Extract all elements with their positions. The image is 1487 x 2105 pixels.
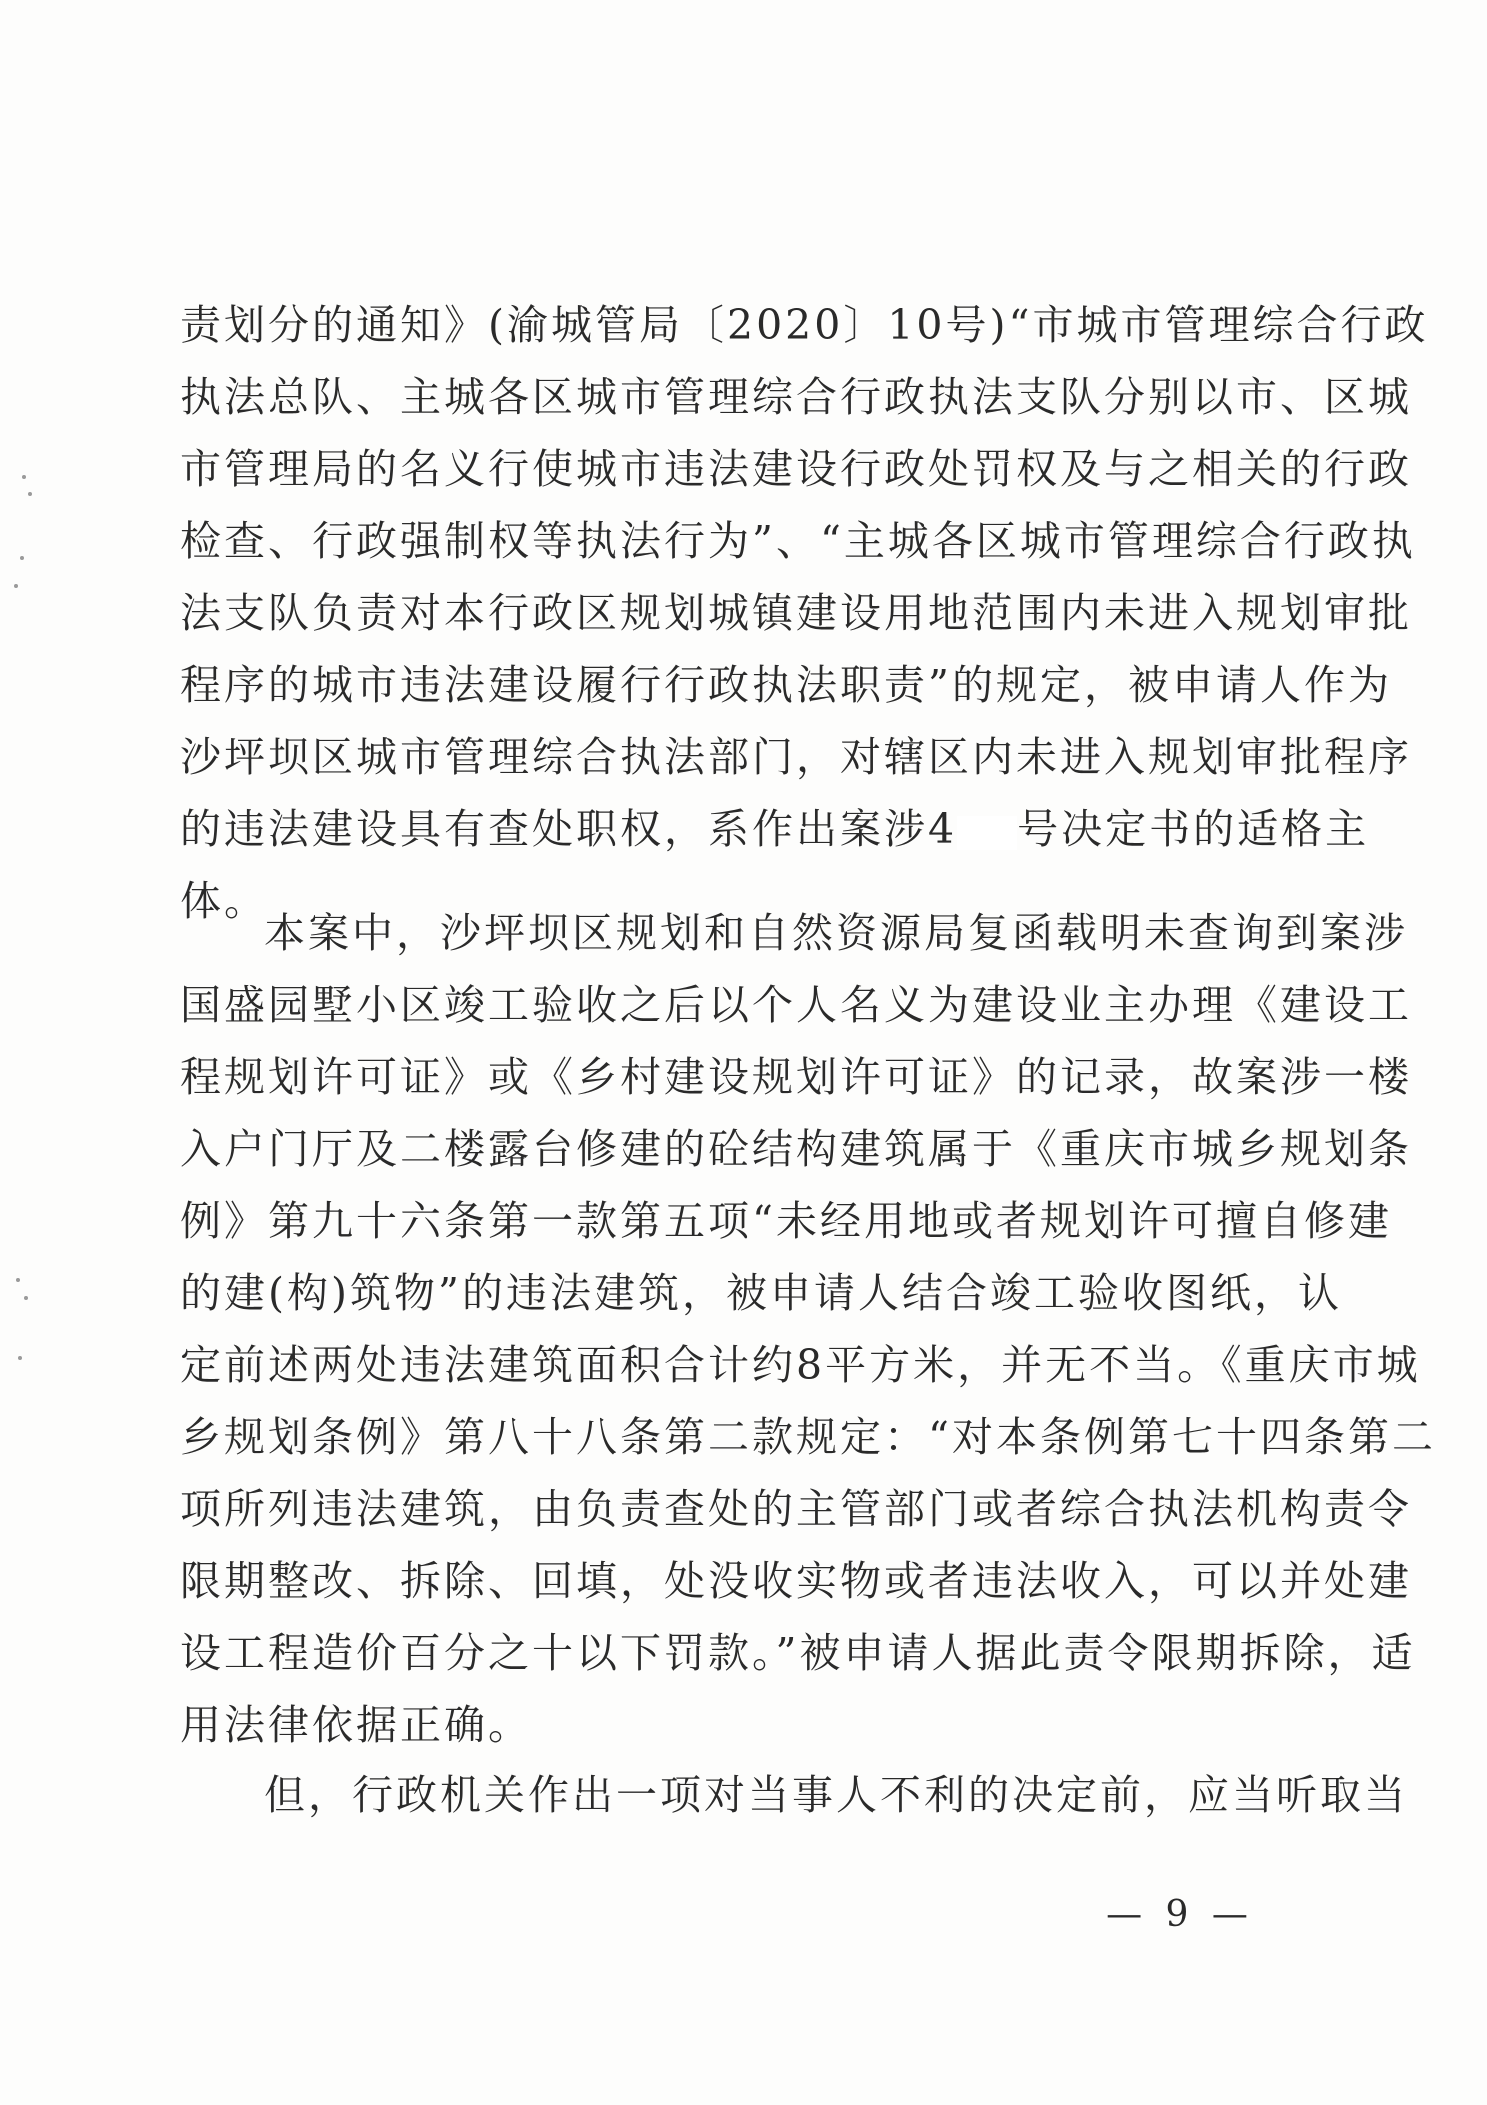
text-line: 市管理局的名义行使城市违法建设行政处罚权及与之相关的行政 — [180, 445, 1412, 493]
page-number: — 9 — — [1106, 1894, 1254, 1935]
text-line: 但，行政机关作出一项对当事人不利的决定前，应当听取当 — [264, 1771, 1408, 1819]
scan-speck — [14, 584, 18, 588]
text-line: 执法总队、主城各区城市管理综合行政执法支队分别以市、区城 — [180, 373, 1412, 421]
text-line: 入户门厅及二楼露台修建的砼结构建筑属于《重庆市城乡规划条 — [180, 1125, 1412, 1173]
text-line: 责划分的通知》(渝城管局〔2020〕10号)“市城市管理综合行政 — [180, 301, 1429, 349]
text-line: 例》第九十六条第一款第五项“未经用地或者规划许可擅自修建 — [180, 1197, 1392, 1245]
scan-speck — [16, 1278, 20, 1282]
text-line: 设工程造价百分之十以下罚款。”被申请人据此责令限期拆除，适 — [180, 1629, 1416, 1677]
text-line: 定前述两处违法建筑面积合计约8平方米，并无不当。《重庆市城 — [180, 1341, 1421, 1389]
scan-speck — [18, 1356, 22, 1360]
text-segment: 的违法建设具有查处职权，系作出案涉4 — [180, 805, 958, 853]
text-line: 程规划许可证》或《乡村建设规划许可证》的记录，故案涉一楼 — [180, 1053, 1412, 1101]
text-line: 限期整改、拆除、回填，处没收实物或者违法收入，可以并处建 — [180, 1557, 1412, 1605]
text-line: 国盛园墅小区竣工验收之后以个人名义为建设业主办理《建设工 — [180, 981, 1412, 1029]
text-line: 的建(构)筑物”的违法建筑，被申请人结合竣工验收图纸，认 — [180, 1269, 1342, 1317]
text-line: 用法律依据正确。 — [180, 1701, 532, 1749]
scan-speck — [28, 492, 32, 496]
redaction-mark — [957, 816, 1017, 850]
text-line: 乡规划条例》第八十八条第二款规定：“对本条例第七十四条第二 — [180, 1413, 1436, 1461]
scan-speck — [24, 1296, 28, 1300]
text-line: 检查、行政强制权等执法行为”、“主城各区城市管理综合行政执 — [180, 517, 1416, 565]
text-line: 法支队负责对本行政区规划城镇建设用地范围内未进入规划审批 — [180, 589, 1412, 637]
text-line: 沙坪坝区城市管理综合执法部门，对辖区内未进入规划审批程序 — [180, 733, 1412, 781]
text-line: 项所列违法建筑，由负责查处的主管部门或者综合执法机构责令 — [180, 1485, 1412, 1533]
text-line: 程序的城市违法建设履行行政执法职责”的规定，被申请人作为 — [180, 661, 1392, 709]
text-line: 体。 — [180, 877, 268, 925]
scan-speck — [20, 556, 24, 560]
scan-speck — [22, 475, 26, 479]
text-line: 本案中，沙坪坝区规划和自然资源局复函载明未查询到案涉 — [264, 909, 1408, 957]
text-segment: 号决定书的适格主 — [1017, 805, 1370, 853]
text-line — [180, 794, 1370, 864]
